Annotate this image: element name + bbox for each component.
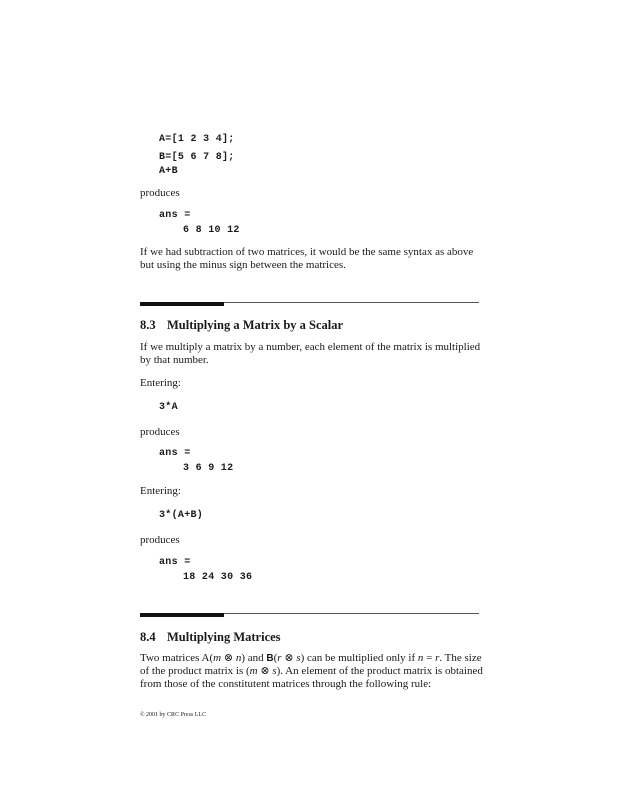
code-line-a: A=[1 2 3 4]; [159,134,235,145]
section-heading-83 [140,318,343,333]
section-rule-bar-84 [140,613,224,617]
produces-text-2: produces [140,426,180,438]
code-line-sum: A+B [159,166,178,177]
copyright-footer: © 2001 by CRC Press LLC [140,712,207,718]
ans-label-2: ans = [159,448,191,459]
ans-label-1: ans = [159,210,191,221]
matrices-paragraph-line-3: from those of the constitutent matrices through the following rule: [140,678,432,690]
code-scalar-command: 3*A [159,402,178,413]
code-scalar-sum-command: 3*(A+B) [159,510,204,521]
section-number: 8.3 [140,318,156,332]
section-number: 8.4 [140,630,156,644]
matrices-paragraph-line-1: Two matrices A(m ⊗ n) and B(r ⊗ s) can be multiplied only if n = r. The size [140,652,482,664]
matrices-paragraph-line-2: of the product matrix is (m ⊗ s). An element of the product matrix is obtained [140,665,483,677]
subtraction-paragraph-line-2: but using the minus sign between the matrices. [140,259,346,271]
produces-text-1: produces [140,187,180,199]
scalar-paragraph-line-2: by that number. [140,354,209,366]
section-title: Multiplying Matrices [167,630,281,644]
subtraction-paragraph-line-1: If we had subtraction of two matrices, it would be the same syntax as above [140,246,474,258]
entering-text-1: Entering: [140,377,181,389]
section-title: Multiplying a Matrix by a Scalar [167,318,344,332]
scalar-paragraph-line-1: If we multiply a matrix by a number, each element of the matrix is multiplied [140,341,481,353]
ans-values-3: 18 24 30 36 [183,572,253,583]
ans-values-1: 6 8 10 12 [183,225,240,236]
section-rule-bar-83 [140,302,224,306]
entering-text-2: Entering: [140,485,181,497]
ans-values-2: 3 6 9 12 [183,463,234,474]
section-heading-84 [140,630,281,645]
ans-label-3: ans = [159,557,191,568]
produces-text-3: produces [140,534,180,546]
code-line-b: B=[5 6 7 8]; [159,152,235,163]
